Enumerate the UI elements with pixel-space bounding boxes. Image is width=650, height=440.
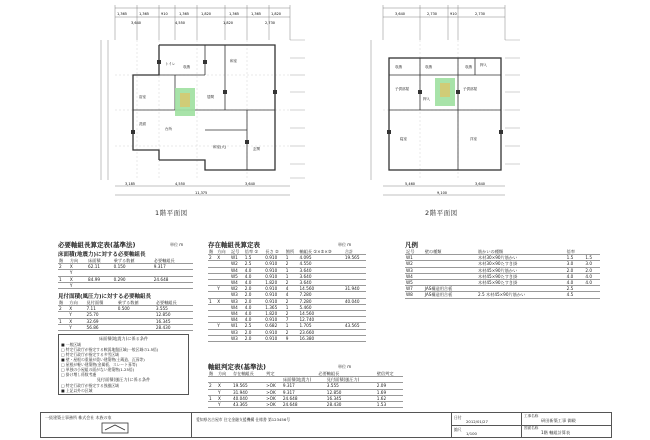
first-floor-plan [95,0,310,200]
condition-item: □ 特定行政庁が指定する強風区域 [61,383,119,389]
svg-text:1,365: 1,365 [229,12,240,16]
svg-text:11,375: 11,375 [195,191,208,195]
svg-text:トイレ: トイレ [165,62,176,66]
judge-rows: 階 方向 存在軸組長 判定 必要軸組長 壁倍判定 床面積(地震力) 見付面積(風圧力) 2 X 19.565 >OK 9.317 3.555 2.09 Y 31.940 >OK 9.317 12.850 1.69 1 X 40.040 >OK 24.648 16.345 1.62 Y 43.365 >OK 24.648 28.430 1.53 [208,371,403,408]
title-block: 一級建築士事務所 株式会社 木族の家 愛知県名古屋市 住宅金融支援機構 仕様書 第123456号 日付 2012/01/27 縮尺 1/100 工事名称 研田新築工事 御殿 図面名称 1階 軸組計算表 [40,412,612,438]
svg-text:3,640: 3,640 [245,182,256,186]
condition-item: □ 掛け増し係数考慮 [61,372,97,378]
wind-area-title: 見付面積(風圧力)に対する必要軸組長 [58,294,152,301]
legend-title: 凡例 [405,241,418,249]
svg-text:和室: 和室 [230,59,237,63]
svg-text:洋室: 洋室 [470,137,477,141]
svg-text:910: 910 [161,12,168,16]
project-name: 研田新築工事 御殿 [541,418,576,423]
svg-text:収納: 収納 [465,65,472,69]
svg-text:5,460: 5,460 [405,182,416,186]
svg-text:1,820: 1,820 [223,21,234,25]
svg-text:1,365: 1,365 [139,12,150,16]
floor-table: 階 方向 床面積 乗ずる数値 必要軸組長 2 X 62.11 0.150 9.317 Y 1 X 84.99 0.290 24.648 Y [58,258,193,289]
left-plan-caption: 1階平面図 [155,209,188,217]
condition-item: ■ 上記以外の区域 [61,388,93,394]
svg-text:2,730: 2,730 [427,12,438,16]
existing-table: 存在軸組長算定表 単位 m 階 方向 記号 倍率 ① 長さ ② 箇所 軸組長 ①×②×③ 合計 2 X W1 1.5 0.910 1 4.095 19.565 W2 2.5 0.910 2 4.550 W4 4.0 0.910 1 3.640 W5 4.0 0.910 1 3.640 W4 4.0 1.820 2 3.640 Y W2 2.0 0.910 4 14.560 31.940 W3 2.0 0.910 4 7.280 1 X W3 2.0 0.910 2 7.280 40.040 W4 4.0 1.365 1 5.460 W4 4.0 1.820 2 14.560 W4 4.0 0.910 7 12.740 Y W1 2.5 0.682 1 1.705 43.565 W3 2.0 0.910 2 23.660 W3 2.0 0.910 9 16.380 [208,240,368,342]
svg-text:1,820: 1,820 [271,12,282,16]
svg-text:子供部屋: 子供部屋 [463,87,477,91]
svg-text:収納: 収納 [183,65,190,69]
condition-item: ■ 壁・屋根の重量が重い建築物(土蔵造、瓦葺等) [61,357,145,363]
drawing-name: 1階 軸組計算表 [541,430,571,435]
svg-text:子供部屋: 子供部屋 [395,87,409,91]
date: 2012/01/27 [466,419,488,424]
svg-text:浴室: 浴室 [139,95,146,99]
condition-item: □ 特定行政庁が指定する多雪区域 [61,352,119,358]
floor-area-title: 床面積(地震力)に対する必要軸組長 [58,252,146,258]
svg-text:和室(大): 和室(大) [213,145,227,149]
svg-text:1,365: 1,365 [251,12,262,16]
svg-text:洗面: 洗面 [139,122,146,126]
svg-text:1,820: 1,820 [201,12,212,16]
legend-rows: 記号 壁の種類 筋かいの種類 倍率 W1 木材30×90片筋かい 1.5 1.5 W2 木材30×90たすき掛 3.0 3.0 W3 木材45×90片筋かい 2.0 2.0 W4 木材45×90たすき掛 4.0 4.0 W5 木材45×90たすき掛 4.0 4.0 W7 JAS構造用合板 2.5 W8 JAS構造用合板 2.5 木材45×90片筋かい 4.5 [405,249,600,299]
svg-text:9,100: 9,100 [437,191,448,195]
dim-top: 1,365 [117,12,128,16]
conditions-box: 床面積(地震力)に係る条件 ■ 一般区域 □ 特定行政庁が指定する軟弱地盤区域(一般区域の1.5倍) □ 特定行政庁が指定する多雪区域 ■ 壁・屋根の重量が重い建築物(土蔵造、瓦葺等) □ 屋根が軽い建築物(金属板、スレート葺等) □ 単独の小屋組の面がない建築物(1.25倍) □ 掛け増し係数考慮 見付面積(風圧力)に係る条件 □ 特定行政庁が指定する強風区域 ■ 上記以外の区域 [58,334,189,395]
existing-table-title: 存在軸組長算定表 [208,241,260,249]
judge-table: 軸組判定表(基準法) 単位 m 階 方向 存在軸組長 判定 必要軸組長 壁倍判定 床面積(地震力) 見付面積(風圧力) 2 X 19.565 >OK 9.317 3.555 2.09 Y 31.940 >OK 9.317 12.850 1.69 1 X 40.040 >OK 24.648 16.345 1.62 Y 43.365 >OK 24.648 28.430 1.53 [208,362,403,408]
svg-text:3,640: 3,640 [475,182,486,186]
svg-text:910: 910 [450,12,457,16]
svg-text:居間: 居間 [207,95,214,99]
svg-text:1,365: 1,365 [179,12,190,16]
svg-text:3,640: 3,640 [395,12,406,16]
svg-text:収納: 収納 [425,65,432,69]
required-table: 必要軸組長算定表(基準法) 単位 m 床面積(地震力)に対する必要軸組長 階 方向 床面積 乗ずる数値 必要軸組長 2 X 62.11 0.150 9.317 Y 1 X 84.99 0.290 24.648 Y 見付面積(風圧力)に対する必要軸組長 階 方向 見付面積 乗ずる数値 必要軸組長 2 X 7.11 0.500 3.555 Y 25.70 12.850 1 X 32.69 16.345 Y 56.86 28.430 床面積(地震力)に係る条件 ■ 一般区域 □ 特定行政庁が指定する軟弱地盤区域(一般区域の1.5倍) □ 特定行政庁が指定する多雪区域 ■ 壁・屋根の重量が重い建築物(土蔵造、瓦葺等) □ 屋根が軽い建築物(金属板、スレート葺等) □ 単独の小屋組の面がない建築物(1.25倍) □ 掛け増し係数考慮 見付面積(風圧力)に係る条件 □ 特定行政庁が指定する強風区域 ■ 上記以外の区域 [58,240,198,395]
svg-text:2,730: 2,730 [475,12,486,16]
legend-table [405,240,600,299]
condition-item: □ 特定行政庁が指定する軟弱地盤区域(一般区域の1.5倍) [61,347,159,353]
svg-text:収納: 収納 [395,65,402,69]
svg-text:押入: 押入 [480,63,487,67]
condition-item: □ 屋根が軽い建築物(金属板、スレート葺等) [61,362,138,368]
condition-item: ■ 一般区域 [61,342,81,348]
existing-rows: 階 方向 記号 倍率 ① 長さ ② 箇所 軸組長 ①×②×③ 合計 2 X W1 1.5 0.910 1 4.095 19.565 W2 2.5 0.910 2 4.550 W4 4.0 0.910 1 3.640 W5 4.0 0.910 1 3.640 W4 4.0 1.820 2 3.640 Y W2 2.0 0.910 4 14.560 31.940 W3 2.0 0.910 4 7.280 1 X W3 2.0 0.910 2 7.280 40.040 W4 4.0 1.365 1 5.460 W4 4.0 1.820 2 14.560 W4 4.0 0.910 7 12.740 Y W1 2.5 0.682 1 1.705 43.565 W3 2.0 0.910 2 23.660 W3 2.0 0.910 9 16.380 [208,249,366,342]
company-name: 一級建築士事務所 株式会社 木族の家 [45,415,112,420]
svg-text:2,730: 2,730 [265,21,276,25]
scale: 1/100 [466,431,477,436]
svg-text:押入: 押入 [423,97,430,101]
svg-text:4,550: 4,550 [175,182,186,186]
svg-text:玄関: 玄関 [253,147,260,151]
svg-text:台所: 台所 [165,127,172,131]
svg-text:寝室: 寝室 [400,137,407,141]
address: 愛知県名古屋市 住宅金融支援機構 仕様書 第123456号 [196,417,291,422]
logo-icon [101,422,129,434]
condition-item: □ 単独の小屋組の面がない建築物(1.25倍) [61,367,135,373]
wind-table: 階 方向 見付面積 乗ずる数値 必要軸組長 2 X 7.11 0.500 3.555 Y 25.70 12.850 1 X 32.69 16.345 Y 56.86 28.430 [58,300,193,331]
second-floor-plan [365,0,525,200]
svg-text:3,640: 3,640 [131,21,142,25]
svg-text:4,550: 4,550 [175,21,186,25]
judge-table-title: 軸組判定表(基準法) [208,363,266,371]
svg-text:3,185: 3,185 [125,182,136,186]
required-table-title: 必要軸組長算定表(基準法) [58,241,136,249]
right-plan-caption: 2階平面図 [425,209,458,217]
